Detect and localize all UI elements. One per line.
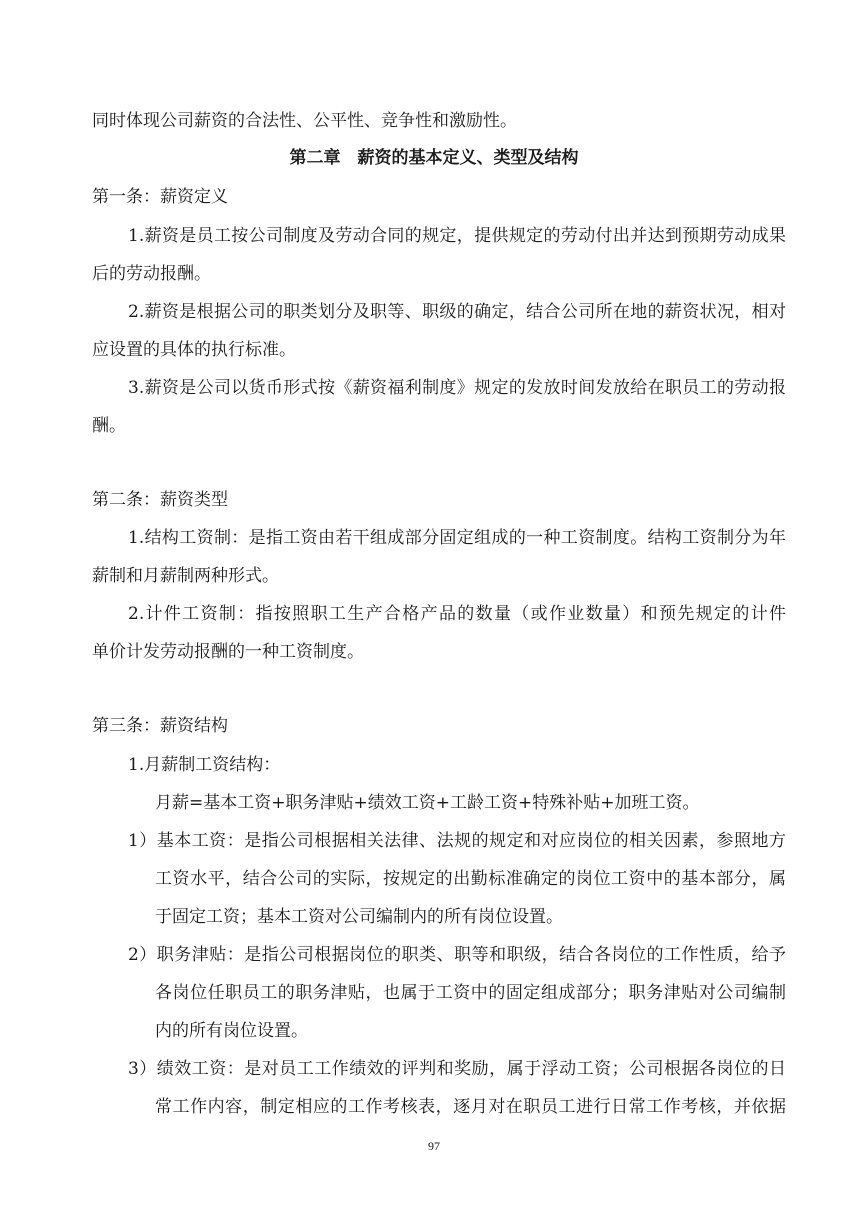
text-line: 3.薪资是公司以货币形式按《薪资福利制度》规定的发放时间发放给在职员工的劳动报 — [128, 378, 786, 398]
text-line: 1.结构工资制：是指工资由若干组成部分固定组成的一种工资制度。结构工资制分为年 — [128, 528, 786, 548]
text-line: 1）基本工资：是指公司根据相关法律、法规的规定和对应岗位的相关因素，参照地方 — [128, 831, 786, 851]
text-line: 各岗位任职员工的职务津贴，也属于工资中的固定组成部分；职务津贴对公司编制 — [155, 983, 786, 1003]
article-title: 第二条：薪资类型 — [92, 490, 228, 510]
text-line: 2.薪资是根据公司的职类划分及职等、职级的确定，结合公司所在地的薪资状况，相对 — [128, 302, 786, 322]
text-line: 1.薪资是员工按公司制度及劳动合同的规定，提供规定的劳动付出并达到预期劳动成果 — [128, 226, 786, 246]
text-line: 3）绩效工资：是对员工工作绩效的评判和奖励，属于浮动工资；公司根据各岗位的日 — [128, 1059, 786, 1079]
text-line: 工资水平，结合公司的实际，按规定的出勤标准确定的岗位工资中的基本部分，属 — [155, 869, 786, 889]
article-title: 第三条：薪资结构 — [92, 716, 228, 736]
article-title: 第一条：薪资定义 — [92, 187, 228, 207]
text-line: 薪制和月薪制两种形式。 — [92, 566, 279, 586]
text-line: 常工作内容，制定相应的工作考核表，逐月对在职员工进行日常工作考核，并依据 — [155, 1097, 786, 1117]
text-line: 后的劳动报酬。 — [92, 264, 211, 284]
text-line: 内的所有岗位设置。 — [155, 1021, 308, 1041]
text-line: 1.月薪制工资结构： — [128, 755, 281, 775]
chapter-title: 第二章 薪资的基本定义、类型及结构 — [289, 148, 579, 168]
text-line: 同时体现公司薪资的合法性、公平性、竞争性和激励性。 — [92, 111, 517, 131]
text-line: 2）职务津贴：是指公司根据岗位的职类、职等和职级，结合各岗位的工作性质，给予 — [128, 945, 786, 965]
page-number: 97 — [428, 1139, 440, 1153]
text-line: 于固定工资；基本工资对公司编制内的所有岗位设置。 — [155, 907, 563, 927]
formula-line: 月薪=基本工资+职务津贴+绩效工资+工龄工资+特殊补贴+加班工资。 — [155, 793, 700, 813]
text-line: 酬。 — [92, 416, 126, 436]
text-line: 应设置的具体的执行标准。 — [92, 340, 296, 360]
text-line: 2.计件工资制：指按照职工生产合格产品的数量（或作业数量）和预先规定的计件 — [128, 604, 786, 624]
text-line: 单价计发劳动报酬的一种工资制度。 — [92, 642, 364, 662]
